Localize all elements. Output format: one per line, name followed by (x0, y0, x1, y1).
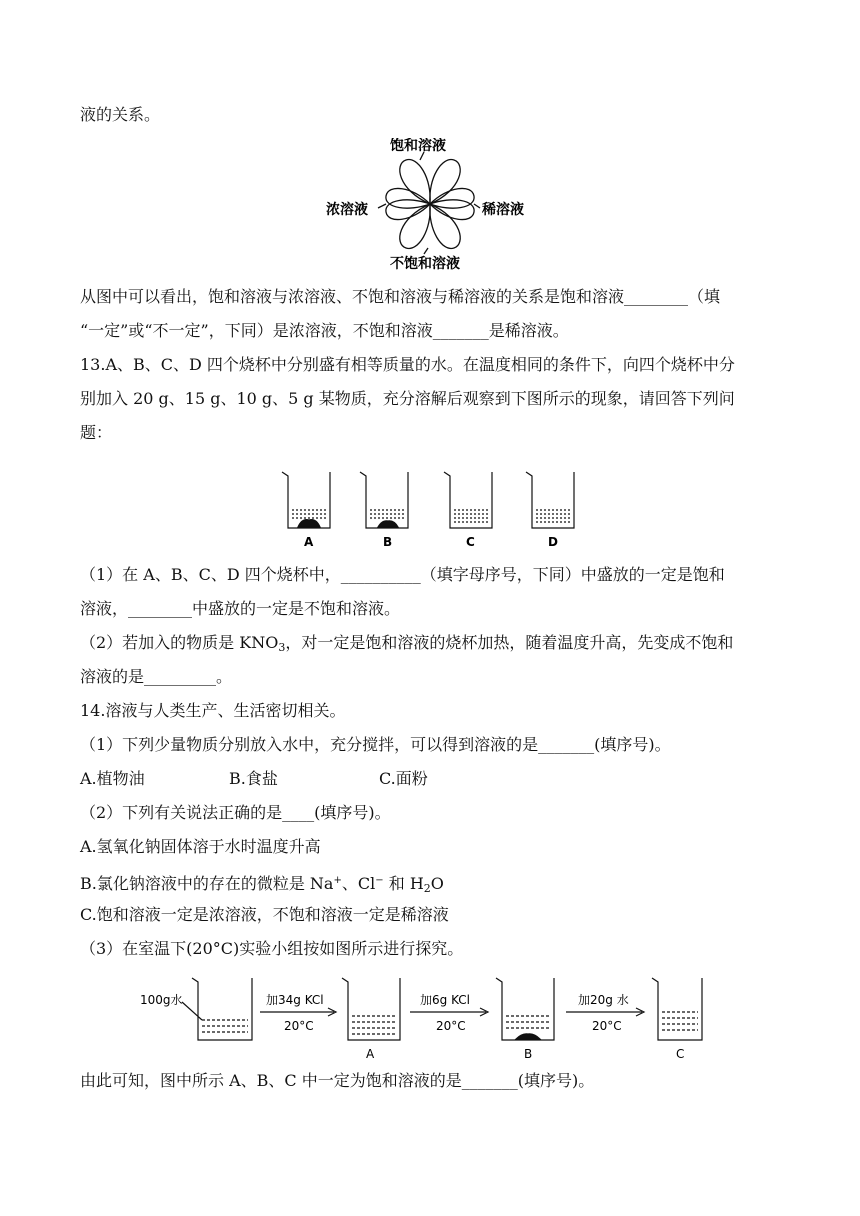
petal-bottom-left (400, 204, 430, 248)
text-line: 溶液的是_________。 (80, 667, 233, 686)
formula-subscript: 3 (278, 641, 286, 654)
text-line: 14.溶液与人类生产、生活密切相关。 (80, 701, 346, 720)
beaker-b2 (496, 978, 554, 1040)
text-line: 13.A、B、C、D 四个烧杯中分别盛有相等质量的水。在温度相同的条件下，向四个烧杯中分 (80, 355, 735, 374)
process-label-c: C (676, 1047, 685, 1061)
text-line (80, 632, 780, 659)
text-line: 由此可知，图中所示 A、B、C 中一定为饱和溶液的是_______(填序号)。 (80, 1071, 595, 1090)
ion-charge-plus: + (333, 875, 342, 886)
formula-subscript: 2 (423, 882, 431, 895)
text-segment: 、Cl (341, 874, 376, 893)
text-line: 溶液，________中盛放的一定是不饱和溶液。 (80, 599, 401, 618)
flower-label-right: 稀溶液 (482, 202, 524, 218)
text-line: （1）在 A、B、C、D 四个烧杯中，__________（填字母序号，下同）中盛放的一定是饱和 (80, 565, 725, 584)
petal-left-up (386, 188, 430, 208)
process-label-b: B (524, 1047, 533, 1061)
option-a: A.植物油 (80, 769, 145, 788)
option-c: C.面粉 (379, 769, 428, 788)
text-line: C.饱和溶液一定是浓溶液，不饱和溶液一定是稀溶液 (80, 905, 449, 924)
text-line: （1）下列少量物质分别放入水中，充分搅拌，可以得到溶液的是_______(填序号)。 (80, 735, 671, 754)
flower-diagram (320, 138, 540, 274)
flower-label-top: 饱和溶液 (390, 138, 446, 154)
formula-main: KNO (239, 633, 279, 652)
kcl-experiment-figure (138, 972, 704, 1062)
beaker-a (282, 472, 330, 528)
beaker-d (526, 472, 574, 528)
text-line (80, 870, 780, 900)
formula-kno3 (239, 633, 285, 652)
text-segment: O (430, 874, 444, 893)
text-line: 液的关系。 (80, 105, 161, 124)
petal-bottom-right (430, 204, 460, 248)
water-label: 100g水 (140, 993, 183, 1007)
text-segment: B.氯化钠溶液中的存在的微粒是 Na (80, 874, 334, 893)
step3-label: 加20g 水 (578, 993, 629, 1007)
process-label-a: A (366, 1047, 375, 1061)
beaker-start (182, 978, 252, 1040)
beaker-label-d: D (548, 535, 558, 549)
text-segment: 和 H (383, 874, 424, 893)
petal-right-up (430, 188, 474, 208)
text-segment: （2）若加入的物质是 (80, 633, 240, 652)
temp3-label: 20°C (592, 1019, 622, 1033)
text-line: “一定”或“不一定”，下同）是浓溶液，不饱和溶液_______是稀溶液。 (80, 321, 569, 340)
petal-top-right (430, 160, 460, 204)
beaker-a2 (342, 978, 400, 1040)
text-line: 题： (80, 423, 113, 442)
option-b: B.食盐 (229, 769, 278, 788)
temp2-label: 20°C (436, 1019, 466, 1033)
beaker-label-a: A (304, 535, 314, 549)
step2-label: 加6g KCl (420, 993, 470, 1007)
petal-left-down (386, 200, 430, 220)
step1-label: 加34g KCl (266, 993, 324, 1007)
temp1-label: 20°C (284, 1019, 314, 1033)
petal-top-left (400, 160, 430, 204)
text-line: 从图中可以看出，饱和溶液与浓溶液、不饱和溶液与稀溶液的关系是饱和溶液________（填 (80, 287, 721, 306)
beaker-c2 (652, 978, 702, 1040)
text-segment: ，对一定是饱和溶液的烧杯加热，随着温度升高，先变成不饱和 (285, 633, 734, 652)
text-line: A.氢氧化钠固体溶于水时温度升高 (80, 837, 321, 856)
text-line: （3）在室温下(20°C)实验小组按如图所示进行探究。 (80, 939, 464, 958)
four-beakers-figure (278, 466, 588, 550)
text-line: 别加入 20 g、15 g、10 g、5 g 某物质，充分溶解后观察到下图所示的现象，请回答下列问 (80, 389, 735, 408)
beaker-c (444, 472, 492, 528)
petal-right-down (430, 200, 474, 220)
beaker-b (360, 472, 408, 528)
text-line: （2）下列有关说法正确的是____(填序号)。 (80, 803, 391, 822)
beaker-label-c: C (466, 535, 475, 549)
ion-charge-minus: − (375, 875, 384, 886)
flower-label-left: 浓溶液 (326, 202, 368, 218)
beaker-label-b: B (383, 535, 393, 549)
flower-label-bottom: 不饱和溶液 (390, 256, 460, 272)
